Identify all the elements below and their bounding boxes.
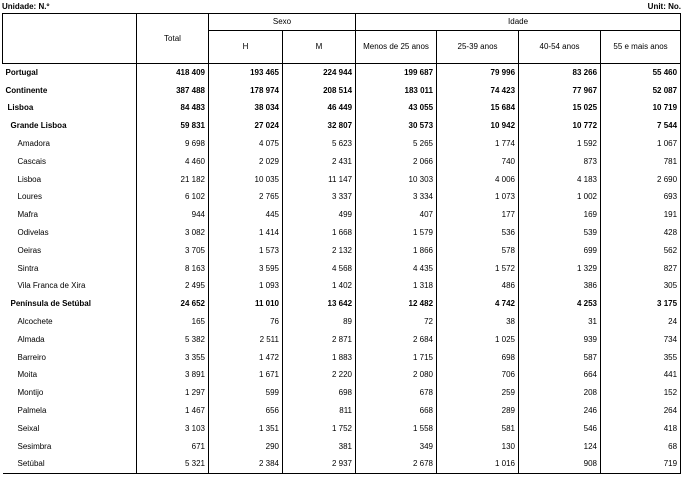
cell-m: 13 642 bbox=[283, 295, 356, 313]
cell-total: 59 831 bbox=[137, 117, 209, 135]
cell-total: 2 495 bbox=[137, 278, 209, 296]
cell-age-55-plus: 827 bbox=[601, 260, 681, 278]
cell-age-under-25: 10 303 bbox=[356, 171, 437, 189]
table-row bbox=[3, 242, 681, 260]
cell-age-under-25: 3 334 bbox=[356, 189, 437, 207]
cell-age-55-plus: 264 bbox=[601, 402, 681, 420]
table-row bbox=[3, 189, 681, 207]
cell-total: 1 297 bbox=[137, 384, 209, 402]
cell-age-under-25: 43 055 bbox=[356, 100, 437, 118]
cell-age-under-25: 12 482 bbox=[356, 295, 437, 313]
statistics-table bbox=[2, 13, 681, 474]
cell-age-40-54: 1 002 bbox=[519, 189, 601, 207]
cell-age-40-54: 1 592 bbox=[519, 135, 601, 153]
cell-total: 944 bbox=[137, 206, 209, 224]
cell-total: 387 488 bbox=[137, 82, 209, 100]
cell-m: 1 402 bbox=[283, 278, 356, 296]
cell-age-40-54: 939 bbox=[519, 331, 601, 349]
cell-age-under-25: 678 bbox=[356, 384, 437, 402]
cell-age-25-39: 289 bbox=[437, 402, 519, 420]
cell-h: 2 384 bbox=[209, 456, 283, 474]
cell-m: 381 bbox=[283, 438, 356, 456]
cell-age-25-39: 1 572 bbox=[437, 260, 519, 278]
table-row bbox=[3, 260, 681, 278]
cell-age-55-plus: 719 bbox=[601, 456, 681, 474]
cell-age-40-54: 124 bbox=[519, 438, 601, 456]
header-region bbox=[3, 14, 137, 64]
region-name: Alcochete bbox=[3, 313, 137, 331]
region-name: Barreiro bbox=[3, 349, 137, 367]
cell-age-under-25: 5 265 bbox=[356, 135, 437, 153]
cell-h: 4 075 bbox=[209, 135, 283, 153]
cell-age-55-plus: 191 bbox=[601, 206, 681, 224]
table-row bbox=[3, 349, 681, 367]
cell-age-under-25: 2 684 bbox=[356, 331, 437, 349]
cell-age-40-54: 15 025 bbox=[519, 100, 601, 118]
table-row bbox=[3, 224, 681, 242]
cell-age-55-plus: 441 bbox=[601, 367, 681, 385]
cell-total: 9 698 bbox=[137, 135, 209, 153]
header-age-25-39: 25-39 anos bbox=[437, 31, 519, 64]
cell-age-under-25: 668 bbox=[356, 402, 437, 420]
region-name: Península de Setúbal bbox=[3, 295, 137, 313]
cell-m: 4 568 bbox=[283, 260, 356, 278]
cell-age-55-plus: 152 bbox=[601, 384, 681, 402]
table-row bbox=[3, 367, 681, 385]
cell-h: 193 465 bbox=[209, 64, 283, 82]
cell-age-40-54: 246 bbox=[519, 402, 601, 420]
cell-age-55-plus: 418 bbox=[601, 420, 681, 438]
header-total: Total bbox=[137, 14, 209, 64]
cell-age-under-25: 1 318 bbox=[356, 278, 437, 296]
cell-age-under-25: 1 866 bbox=[356, 242, 437, 260]
region-name: Palmela bbox=[3, 402, 137, 420]
cell-age-25-39: 706 bbox=[437, 367, 519, 385]
region-name: Mafra bbox=[3, 206, 137, 224]
cell-age-25-39: 1 774 bbox=[437, 135, 519, 153]
cell-age-25-39: 1 016 bbox=[437, 456, 519, 474]
cell-h: 1 414 bbox=[209, 224, 283, 242]
header-idade: Idade bbox=[356, 14, 681, 31]
cell-total: 21 182 bbox=[137, 171, 209, 189]
cell-total: 165 bbox=[137, 313, 209, 331]
cell-m: 46 449 bbox=[283, 100, 356, 118]
cell-h: 656 bbox=[209, 402, 283, 420]
cell-age-55-plus: 3 175 bbox=[601, 295, 681, 313]
cell-age-40-54: 83 266 bbox=[519, 64, 601, 82]
region-name: Odivelas bbox=[3, 224, 137, 242]
cell-m: 2 937 bbox=[283, 456, 356, 474]
cell-age-55-plus: 355 bbox=[601, 349, 681, 367]
cell-m: 1 752 bbox=[283, 420, 356, 438]
region-name: Portugal bbox=[3, 64, 137, 82]
cell-age-under-25: 72 bbox=[356, 313, 437, 331]
cell-h: 3 595 bbox=[209, 260, 283, 278]
cell-age-40-54: 4 183 bbox=[519, 171, 601, 189]
table-row bbox=[3, 153, 681, 171]
cell-age-40-54: 664 bbox=[519, 367, 601, 385]
cell-age-25-39: 79 996 bbox=[437, 64, 519, 82]
region-name: Loures bbox=[3, 189, 137, 207]
cell-total: 3 705 bbox=[137, 242, 209, 260]
cell-age-40-54: 699 bbox=[519, 242, 601, 260]
table-row bbox=[3, 456, 681, 474]
cell-age-under-25: 1 715 bbox=[356, 349, 437, 367]
cell-total: 418 409 bbox=[137, 64, 209, 82]
cell-h: 2 511 bbox=[209, 331, 283, 349]
cell-age-40-54: 31 bbox=[519, 313, 601, 331]
cell-age-under-25: 1 558 bbox=[356, 420, 437, 438]
cell-age-25-39: 486 bbox=[437, 278, 519, 296]
cell-age-55-plus: 305 bbox=[601, 278, 681, 296]
cell-h: 1 351 bbox=[209, 420, 283, 438]
unit-label-en: Unit: No. bbox=[647, 2, 681, 11]
cell-age-under-25: 4 435 bbox=[356, 260, 437, 278]
cell-age-25-39: 581 bbox=[437, 420, 519, 438]
cell-age-55-plus: 734 bbox=[601, 331, 681, 349]
cell-age-40-54: 873 bbox=[519, 153, 601, 171]
cell-age-under-25: 2 080 bbox=[356, 367, 437, 385]
region-name: Oeiras bbox=[3, 242, 137, 260]
table-row bbox=[3, 278, 681, 296]
region-name: Sesimbra bbox=[3, 438, 137, 456]
region-name: Almada bbox=[3, 331, 137, 349]
cell-m: 1 883 bbox=[283, 349, 356, 367]
cell-h: 2 765 bbox=[209, 189, 283, 207]
region-name: Vila Franca de Xira bbox=[3, 278, 137, 296]
cell-total: 8 163 bbox=[137, 260, 209, 278]
cell-age-25-39: 1 025 bbox=[437, 331, 519, 349]
cell-total: 671 bbox=[137, 438, 209, 456]
cell-age-55-plus: 428 bbox=[601, 224, 681, 242]
cell-m: 499 bbox=[283, 206, 356, 224]
cell-h: 11 010 bbox=[209, 295, 283, 313]
table-row bbox=[3, 420, 681, 438]
cell-age-55-plus: 10 719 bbox=[601, 100, 681, 118]
table-row bbox=[3, 135, 681, 153]
header-m: M bbox=[283, 31, 356, 64]
cell-m: 1 668 bbox=[283, 224, 356, 242]
header-sexo: Sexo bbox=[209, 14, 356, 31]
cell-age-55-plus: 2 690 bbox=[601, 171, 681, 189]
table-row bbox=[3, 64, 681, 82]
cell-age-40-54: 546 bbox=[519, 420, 601, 438]
cell-m: 2 871 bbox=[283, 331, 356, 349]
cell-m: 811 bbox=[283, 402, 356, 420]
cell-m: 2 431 bbox=[283, 153, 356, 171]
cell-age-25-39: 1 073 bbox=[437, 189, 519, 207]
cell-age-55-plus: 55 460 bbox=[601, 64, 681, 82]
region-name: Lisboa bbox=[3, 171, 137, 189]
cell-age-40-54: 587 bbox=[519, 349, 601, 367]
cell-total: 4 460 bbox=[137, 153, 209, 171]
cell-age-25-39: 38 bbox=[437, 313, 519, 331]
cell-m: 698 bbox=[283, 384, 356, 402]
cell-age-40-54: 4 253 bbox=[519, 295, 601, 313]
cell-m: 208 514 bbox=[283, 82, 356, 100]
table-row bbox=[3, 402, 681, 420]
cell-total: 84 483 bbox=[137, 100, 209, 118]
cell-age-40-54: 77 967 bbox=[519, 82, 601, 100]
cell-m: 2 132 bbox=[283, 242, 356, 260]
cell-age-25-39: 740 bbox=[437, 153, 519, 171]
cell-age-25-39: 578 bbox=[437, 242, 519, 260]
cell-h: 178 974 bbox=[209, 82, 283, 100]
table-body bbox=[3, 64, 681, 474]
cell-age-25-39: 177 bbox=[437, 206, 519, 224]
cell-h: 290 bbox=[209, 438, 283, 456]
table-row bbox=[3, 331, 681, 349]
cell-age-55-plus: 24 bbox=[601, 313, 681, 331]
cell-h: 27 024 bbox=[209, 117, 283, 135]
table-row bbox=[3, 171, 681, 189]
cell-age-under-25: 2 678 bbox=[356, 456, 437, 474]
cell-total: 3 355 bbox=[137, 349, 209, 367]
region-name: Grande Lisboa bbox=[3, 117, 137, 135]
cell-m: 2 220 bbox=[283, 367, 356, 385]
cell-age-25-39: 259 bbox=[437, 384, 519, 402]
cell-age-25-39: 4 742 bbox=[437, 295, 519, 313]
cell-age-25-39: 74 423 bbox=[437, 82, 519, 100]
unit-row bbox=[2, 2, 681, 11]
table-row bbox=[3, 295, 681, 313]
cell-age-under-25: 183 011 bbox=[356, 82, 437, 100]
cell-age-40-54: 539 bbox=[519, 224, 601, 242]
cell-age-55-plus: 1 067 bbox=[601, 135, 681, 153]
cell-m: 224 944 bbox=[283, 64, 356, 82]
cell-age-under-25: 349 bbox=[356, 438, 437, 456]
region-name: Sintra bbox=[3, 260, 137, 278]
cell-m: 32 807 bbox=[283, 117, 356, 135]
cell-age-55-plus: 693 bbox=[601, 189, 681, 207]
cell-age-under-25: 407 bbox=[356, 206, 437, 224]
cell-h: 1 093 bbox=[209, 278, 283, 296]
cell-h: 1 472 bbox=[209, 349, 283, 367]
cell-total: 3 082 bbox=[137, 224, 209, 242]
cell-m: 11 147 bbox=[283, 171, 356, 189]
cell-age-40-54: 169 bbox=[519, 206, 601, 224]
cell-total: 3 103 bbox=[137, 420, 209, 438]
region-name: Continente bbox=[3, 82, 137, 100]
region-name: Cascais bbox=[3, 153, 137, 171]
table-row bbox=[3, 438, 681, 456]
cell-h: 1 573 bbox=[209, 242, 283, 260]
cell-m: 3 337 bbox=[283, 189, 356, 207]
cell-age-40-54: 908 bbox=[519, 456, 601, 474]
cell-age-55-plus: 562 bbox=[601, 242, 681, 260]
cell-total: 3 891 bbox=[137, 367, 209, 385]
cell-age-55-plus: 7 544 bbox=[601, 117, 681, 135]
header-age-55-plus: 55 e mais anos bbox=[601, 31, 681, 64]
cell-age-40-54: 386 bbox=[519, 278, 601, 296]
cell-age-55-plus: 781 bbox=[601, 153, 681, 171]
cell-h: 38 034 bbox=[209, 100, 283, 118]
cell-age-under-25: 2 066 bbox=[356, 153, 437, 171]
region-name: Seixal bbox=[3, 420, 137, 438]
region-name: Montijo bbox=[3, 384, 137, 402]
cell-age-under-25: 199 687 bbox=[356, 64, 437, 82]
cell-age-25-39: 10 942 bbox=[437, 117, 519, 135]
cell-age-under-25: 1 579 bbox=[356, 224, 437, 242]
cell-age-40-54: 208 bbox=[519, 384, 601, 402]
cell-total: 6 102 bbox=[137, 189, 209, 207]
table-row bbox=[3, 100, 681, 118]
cell-h: 2 029 bbox=[209, 153, 283, 171]
cell-age-55-plus: 52 087 bbox=[601, 82, 681, 100]
region-name: Moita bbox=[3, 367, 137, 385]
table-row bbox=[3, 82, 681, 100]
region-name: Lisboa bbox=[3, 100, 137, 118]
cell-age-25-39: 4 006 bbox=[437, 171, 519, 189]
cell-total: 5 321 bbox=[137, 456, 209, 474]
region-name: Setúbal bbox=[3, 456, 137, 474]
cell-age-25-39: 698 bbox=[437, 349, 519, 367]
cell-age-under-25: 30 573 bbox=[356, 117, 437, 135]
table-header bbox=[3, 14, 681, 64]
table-row bbox=[3, 313, 681, 331]
cell-age-55-plus: 68 bbox=[601, 438, 681, 456]
cell-age-40-54: 1 329 bbox=[519, 260, 601, 278]
cell-age-25-39: 130 bbox=[437, 438, 519, 456]
cell-h: 1 671 bbox=[209, 367, 283, 385]
cell-age-25-39: 15 684 bbox=[437, 100, 519, 118]
table-row bbox=[3, 117, 681, 135]
region-name: Amadora bbox=[3, 135, 137, 153]
cell-age-25-39: 536 bbox=[437, 224, 519, 242]
cell-m: 5 623 bbox=[283, 135, 356, 153]
cell-total: 5 382 bbox=[137, 331, 209, 349]
table-row bbox=[3, 206, 681, 224]
cell-m: 89 bbox=[283, 313, 356, 331]
cell-h: 445 bbox=[209, 206, 283, 224]
cell-age-40-54: 10 772 bbox=[519, 117, 601, 135]
cell-h: 76 bbox=[209, 313, 283, 331]
header-age-40-54: 40-54 anos bbox=[519, 31, 601, 64]
cell-h: 10 035 bbox=[209, 171, 283, 189]
header-h: H bbox=[209, 31, 283, 64]
cell-h: 599 bbox=[209, 384, 283, 402]
unit-label-pt: Unidade: N.º bbox=[2, 2, 50, 11]
cell-total: 24 652 bbox=[137, 295, 209, 313]
table-row bbox=[3, 384, 681, 402]
cell-total: 1 467 bbox=[137, 402, 209, 420]
header-age-under-25: Menos de 25 anos bbox=[356, 31, 437, 64]
